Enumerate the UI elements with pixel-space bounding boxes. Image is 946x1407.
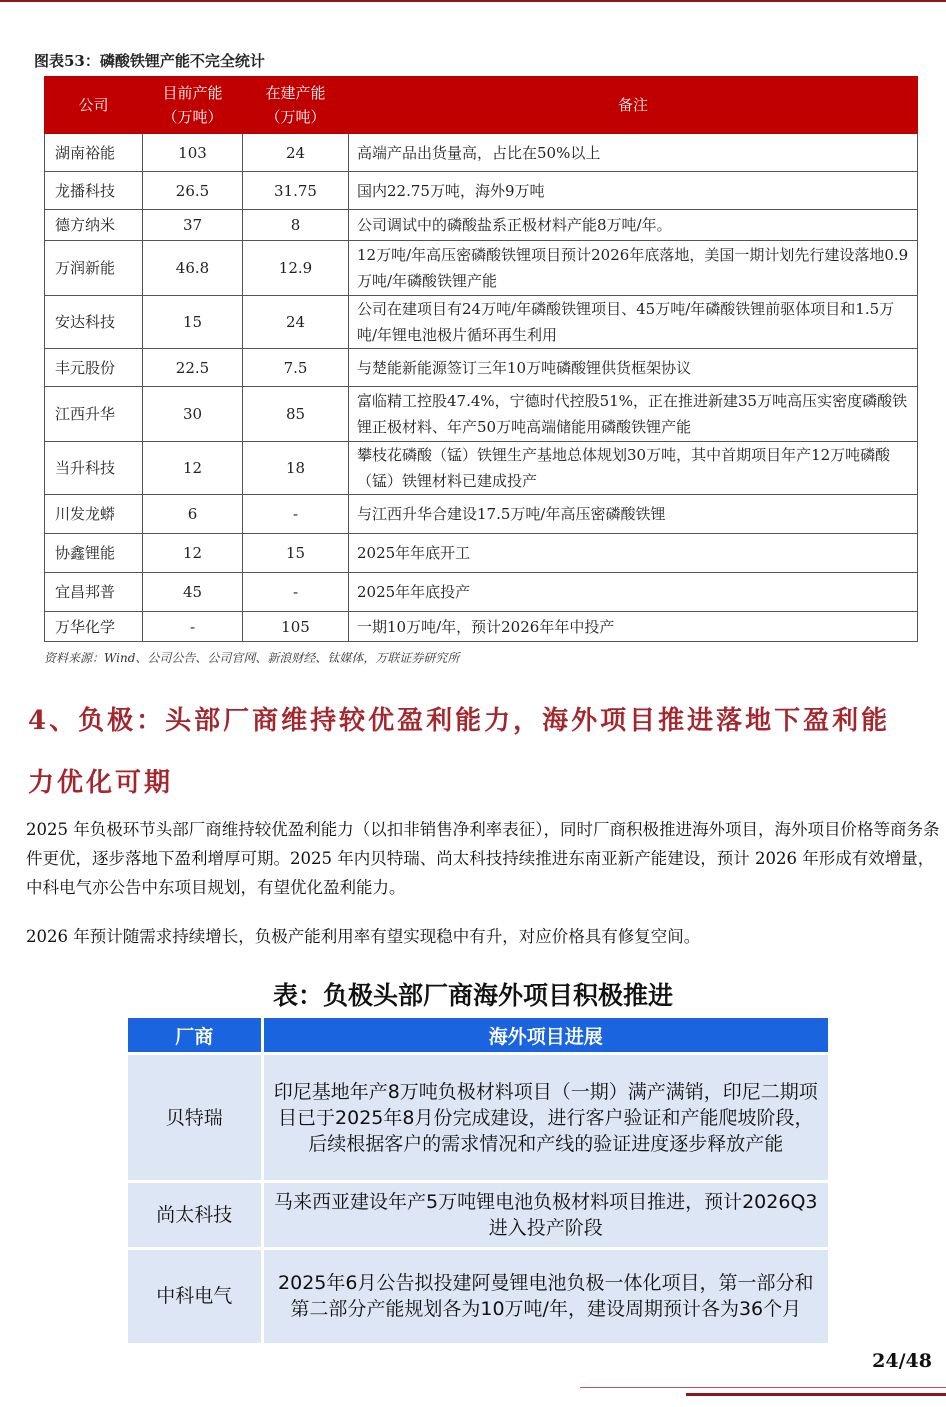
table-row (45, 534, 918, 573)
cell-company: 江西升华 (45, 387, 143, 442)
table-row (45, 495, 918, 534)
table-row (45, 296, 918, 349)
cell-progress: 印尼基地年产8万吨负极材料项目（一期）满产满销，印尼二期项目已于2025年8月份完成建设，进行客户验证和产能爬坡阶段，后续根据客户的需求情况和产线的验证进度逐步释放产能 (262, 1054, 828, 1182)
cell-remark: 高端产品出货量高，占比在50%以上 (349, 134, 918, 172)
cell-building: 7.5 (243, 349, 349, 387)
table-row (128, 1054, 828, 1182)
cell-building: - (243, 573, 349, 612)
capacity-table (44, 76, 918, 642)
table-row (45, 612, 918, 642)
header-current-capacity: 目前产能 （万吨） (143, 77, 243, 134)
table-row (45, 134, 918, 172)
cell-current: 37 (143, 210, 243, 241)
cell-building: 31.75 (243, 172, 349, 210)
header-progress: 海外项目进展 (262, 1018, 828, 1054)
cell-vendor: 贝特瑞 (128, 1054, 262, 1182)
cell-current: 12 (143, 442, 243, 495)
table-row (128, 1182, 828, 1249)
cell-building: 18 (243, 442, 349, 495)
cell-remark: 富临精工控股47.4%，宁德时代控股51%，正在推进新建35万吨高压实密度磷酸铁锂正极材料、年产50万吨高端储能用磷酸铁锂产能 (349, 387, 918, 442)
top-rule (0, 0, 946, 2)
table-row (45, 387, 918, 442)
cell-company: 湖南裕能 (45, 134, 143, 172)
section-heading: 4、负极：头部厂商维持较优盈利能力，海外项目推进落地下盈利能力优化可期 (28, 706, 891, 798)
cell-company: 万润新能 (45, 241, 143, 296)
table-row (45, 349, 918, 387)
cell-company: 协鑫锂能 (45, 534, 143, 573)
cell-company: 万华化学 (45, 612, 143, 642)
cell-company: 当升科技 (45, 442, 143, 495)
cell-current: 46.8 (143, 241, 243, 296)
cell-current: 12 (143, 534, 243, 573)
body-paragraph-2: 2026 年预计随需求持续增长，负极产能利用率有望实现稳中有升，对应价格具有修复空间。 (26, 927, 701, 946)
table-row (128, 1249, 828, 1343)
cell-building: 8 (243, 210, 349, 241)
overseas-projects-table (128, 1018, 828, 1343)
capacity-table-header (45, 77, 918, 134)
footer-rule-accent (686, 1393, 946, 1396)
cell-progress: 2025年6月公告拟投建阿曼锂电池负极一体化项目，第一部分和第二部分产能规划各为10万吨/年，建设周期预计各为36个月 (262, 1249, 828, 1343)
table-row (45, 442, 918, 495)
cell-current: 6 (143, 495, 243, 534)
figure-title: 图表53：磷酸铁锂产能不完全统计 (34, 52, 265, 70)
cell-progress: 马来西亚建设年产5万吨锂电池负极材料项目推进，预计2026Q3进入投产阶段 (262, 1182, 828, 1249)
cell-remark: 与江西升华合建设17.5万吨/年高压密磷酸铁锂 (349, 495, 918, 534)
body-paragraph-1: 2025 年负极环节头部厂商维持较优盈利能力（以扣非销售净利率表征），同时厂商积极推进海外项目，海外项目价格等商务条件更优，逐步落地下盈利增厚可期。2025 年内贝特瑞、尚太科技持续推进东南亚新产能建设，预计 2026 年形成有效增量，中科电气亦公告中东项目规划，有望优化盈利能力。 (26, 820, 940, 897)
cell-company: 德方纳米 (45, 210, 143, 241)
cell-building: 12.9 (243, 241, 349, 296)
cell-remark: 公司在建项目有24万吨/年磷酸铁锂项目、45万吨/年磷酸铁锂前驱体项目和1.5万吨/年锂电池极片循环再生利用 (349, 296, 918, 349)
cell-building: 105 (243, 612, 349, 642)
cell-remark: 2025年年底投产 (349, 573, 918, 612)
cell-remark: 一期10万吨/年，预计2026年年中投产 (349, 612, 918, 642)
cell-current: 45 (143, 573, 243, 612)
cell-current: - (143, 612, 243, 642)
cell-remark: 2025年年底开工 (349, 534, 918, 573)
cell-company: 龙播科技 (45, 172, 143, 210)
cell-company: 宜昌邦普 (45, 573, 143, 612)
cell-remark: 与楚能新能源签订三年10万吨磷酸锂供货框架协议 (349, 349, 918, 387)
cell-building: - (243, 495, 349, 534)
cell-remark: 攀枝花磷酸（锰）铁锂生产基地总体规划30万吨，其中首期项目年产12万吨磷酸（锰）铁锂材料已建成投产 (349, 442, 918, 495)
cell-remark: 12万吨/年高压密磷酸铁锂项目预计2026年底落地，美国一期计划先行建设落地0.9万吨/年磷酸铁锂产能 (349, 241, 918, 296)
cell-vendor: 中科电气 (128, 1249, 262, 1343)
cell-remark: 公司调试中的磷酸盐系正极材料产能8万吨/年。 (349, 210, 918, 241)
header-company: 公司 (45, 77, 143, 134)
cell-building: 24 (243, 134, 349, 172)
cell-current: 103 (143, 134, 243, 172)
cell-company: 丰元股份 (45, 349, 143, 387)
header-remark: 备注 (349, 77, 918, 134)
cell-building: 15 (243, 534, 349, 573)
table-row (45, 210, 918, 241)
cell-remark: 国内22.75万吨，海外9万吨 (349, 172, 918, 210)
cell-current: 15 (143, 296, 243, 349)
cell-building: 24 (243, 296, 349, 349)
overseas-table-title: 表：负极头部厂商海外项目积极推进 (272, 981, 673, 1010)
cell-current: 26.5 (143, 172, 243, 210)
cell-vendor: 尚太科技 (128, 1182, 262, 1249)
source-note: 资料来源：Wind、公司公告、公司官网、新浪财经、钛媒体，万联证券研究所 (44, 651, 460, 665)
overseas-table-header (128, 1018, 828, 1054)
table-row (45, 172, 918, 210)
cell-current: 30 (143, 387, 243, 442)
cell-building: 85 (243, 387, 349, 442)
cell-current: 22.5 (143, 349, 243, 387)
page-number: 24/48 (872, 1350, 932, 1372)
table-row (45, 573, 918, 612)
footer-rule (580, 1387, 946, 1388)
table-row (45, 241, 918, 296)
header-vendor: 厂商 (128, 1018, 262, 1054)
cell-company: 川发龙蟒 (45, 495, 143, 534)
cell-company: 安达科技 (45, 296, 143, 349)
header-building-capacity: 在建产能 （万吨） (243, 77, 349, 134)
